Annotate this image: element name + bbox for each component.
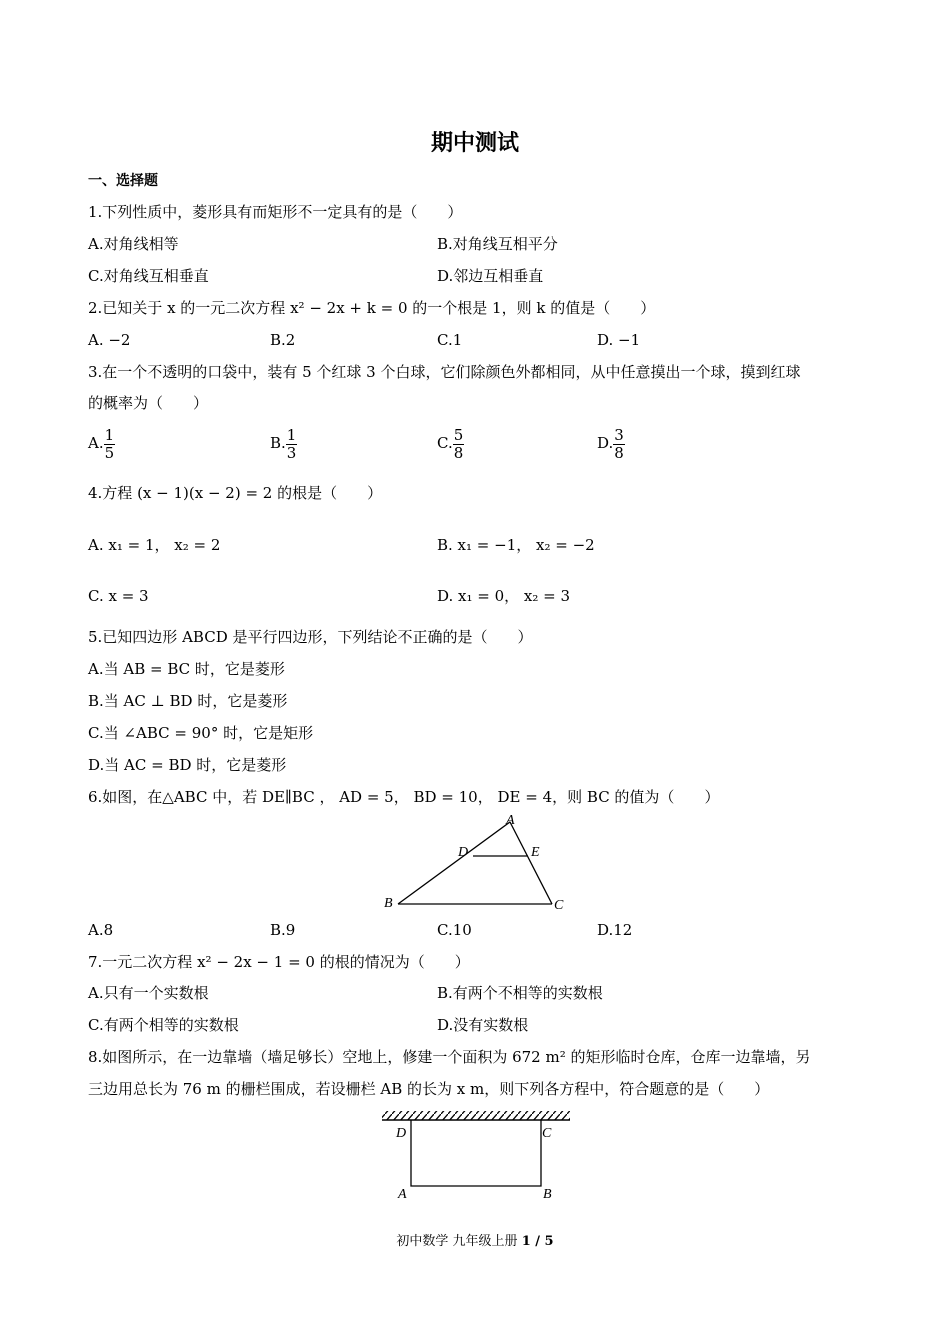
question-5-option-d: D.当 AC = BD 时，它是菱形 <box>88 756 287 774</box>
question-1-option-b: B.对角线互相平分 <box>437 235 558 253</box>
label-c: C <box>554 898 564 913</box>
question-2-option-a: A. −2 <box>88 331 131 349</box>
denominator: 8 <box>614 443 624 462</box>
question-5-option-a: A.当 AB = BC 时，它是菱形 <box>88 660 285 678</box>
question-5-option-c: C.当 ∠ABC = 90° 时，它是矩形 <box>88 724 314 742</box>
wall-hatching <box>382 1111 570 1120</box>
fence-rectangle <box>411 1120 541 1186</box>
question-5-stem: 5.已知四边形 ABCD 是平行四边形，下列结论不正确的是（ ） <box>88 628 533 646</box>
page-title: 期中测试 <box>430 131 519 156</box>
question-6-option-a: A.8 <box>88 921 114 939</box>
fraction <box>286 427 298 462</box>
footer-text: 初中数学 九年级上册 <box>396 1234 522 1249</box>
question-1-stem: 1.下列性质中，菱形具有而矩形不一定具有的是（ ） <box>88 203 463 221</box>
denominator: 8 <box>453 443 464 462</box>
question-4-option-b: B. x₁ = −1， x₂ = −2 <box>437 536 595 554</box>
label-b: B <box>543 1187 552 1202</box>
question-1-option-c: C.对角线互相垂直 <box>88 267 209 285</box>
side-ac <box>510 822 552 904</box>
question-2-option-b: B.2 <box>270 331 296 349</box>
question-7-option-c: C.有两个相等的实数根 <box>88 1016 239 1034</box>
question-7-option-a: A.只有一个实数根 <box>88 984 209 1002</box>
triangle-figure <box>380 808 570 914</box>
question-5-option-b: B.当 AC ⊥ BD 时，它是菱形 <box>88 692 288 710</box>
fraction <box>453 427 465 462</box>
question-3-option-a <box>88 426 115 462</box>
question-8-stem-line1: 8.如图所示，在一边靠墙（墙足够长）空地上，修建一个面积为 672 m² 的矩形临时仓库，仓库一边靠墙，另 <box>88 1048 811 1066</box>
page-footer <box>0 1230 950 1249</box>
side-ab <box>398 822 510 904</box>
numerator: 1 <box>286 425 297 444</box>
question-3-option-d <box>597 426 625 462</box>
question-3-stem-line2: 的概率为（ ） <box>88 394 209 412</box>
option-label: D. <box>597 434 614 452</box>
option-label: B. <box>270 434 286 452</box>
question-3-stem-line1: 3.在一个不透明的口袋中，装有 5 个红球 3 个白球，它们除颜色外都相同，从中任意摸出一个球，摸到红球 <box>88 363 801 381</box>
question-4-stem: 4.方程 (x − 1)(x − 2) = 2 的根是（ ） <box>88 484 383 502</box>
label-a: A <box>398 1187 407 1202</box>
label-a: A <box>506 813 515 828</box>
question-7-stem: 7.一元二次方程 x² − 2x − 1 = 0 的根的情况为（ ） <box>88 953 470 971</box>
question-6-option-c: C.10 <box>437 921 472 939</box>
numerator: 1 <box>104 425 115 444</box>
question-4-option-a: A. x₁ = 1， x₂ = 2 <box>88 536 221 554</box>
question-2-stem: 2.已知关于 x 的一元二次方程 x² − 2x + k = 0 的一个根是 1，则 k 的值是（ ） <box>88 299 656 317</box>
question-6-stem: 6.如图，在△ABC 中，若 DE∥BC ， AD = 5， BD = 10， DE = 4，则 BC 的值为（ ） <box>88 788 720 806</box>
question-4-option-c: C. x = 3 <box>88 587 149 605</box>
denominator: 5 <box>104 443 115 462</box>
question-2-option-d: D. −1 <box>597 331 641 349</box>
question-4-option-d: D. x₁ = 0， x₂ = 3 <box>437 587 571 605</box>
fraction <box>613 427 625 462</box>
question-1-option-a: A.对角线相等 <box>88 235 179 253</box>
question-8-stem-line2: 三边用总长为 76 m 的栅栏围成，若设栅栏 AB 的长为 x m，则下列各方程中，符合题意的是（ ） <box>88 1080 770 1098</box>
question-7-option-d: D.没有实数根 <box>437 1016 529 1034</box>
question-1-option-d: D.邻边互相垂直 <box>437 267 544 285</box>
label-d: D <box>396 1126 407 1141</box>
section-heading: 一、选择题 <box>88 173 158 189</box>
label-d: D <box>458 845 469 860</box>
question-3-option-c <box>437 426 464 462</box>
denominator: 3 <box>286 443 297 462</box>
numerator: 3 <box>614 425 624 444</box>
question-7-option-b: B.有两个不相等的实数根 <box>437 984 603 1002</box>
fraction <box>104 427 116 462</box>
warehouse-figure <box>378 1106 574 1206</box>
page-number: 1 / 5 <box>521 1234 554 1249</box>
question-2-option-c: C.1 <box>437 331 463 349</box>
question-6-option-b: B.9 <box>270 921 296 939</box>
question-6-option-d: D.12 <box>597 921 633 939</box>
option-label: C. <box>437 434 453 452</box>
label-c: C <box>542 1126 552 1141</box>
numerator: 5 <box>453 425 464 444</box>
label-b: B <box>384 896 393 911</box>
label-e: E <box>531 845 540 860</box>
question-3-option-b <box>270 426 297 462</box>
option-label: A. <box>88 434 104 452</box>
